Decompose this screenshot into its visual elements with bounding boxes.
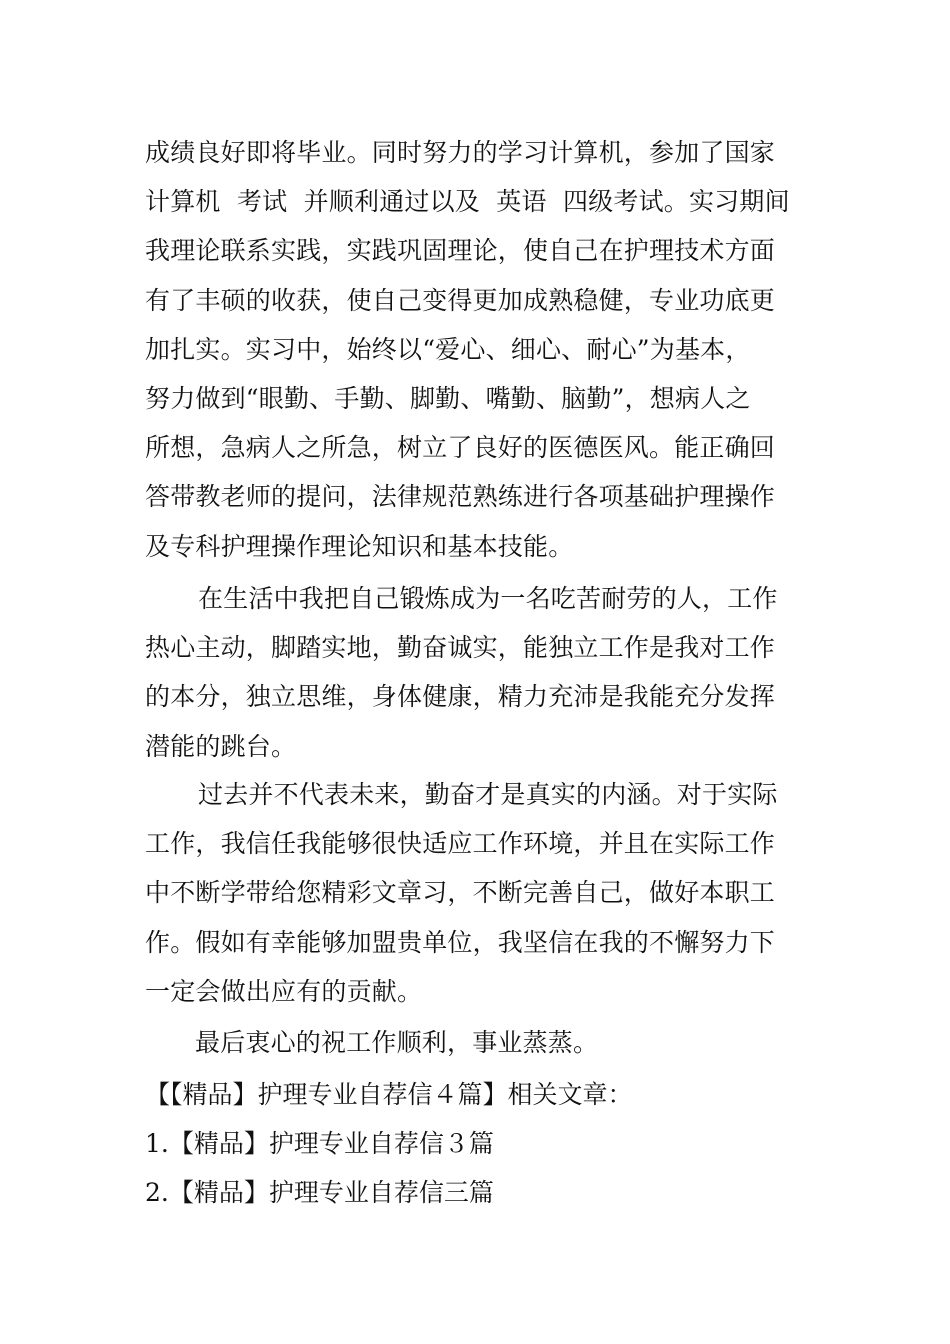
paragraph-line: 工作，我信任我能够很快适应工作环境，并且在实际工作 (145, 829, 776, 859)
related-articles (145, 1070, 815, 1217)
paragraph-line: 答带教老师的提问，法律规范熟练进行各项基础护理操作 (145, 482, 776, 512)
paragraph-3 (145, 770, 815, 1016)
paragraph-line: 努力做到“眼勤、手勤、脚勤、嘴勤、脑勤”，想病人之 (145, 383, 751, 413)
paragraph-line: 最后衷心的祝工作顺利，事业蒸蒸。 (195, 1028, 599, 1057)
paragraph-line: 作。假如有幸能够加盟贵单位，我坚信在我的不懈努力下 (145, 927, 776, 957)
related-article-item[interactable] (145, 1119, 815, 1168)
paragraph-line: 中不断学带给您精彩文章习，不断完善自己，做好本职工 (145, 878, 776, 908)
paragraph-2 (145, 574, 815, 771)
paragraph-line: 一定会做出应有的贡献。 (145, 976, 423, 1006)
paragraph-line: 计算机 考试 并顺利通过以及 英语 四级考试。实习期间 (145, 187, 790, 217)
paragraph-line: 加扎实。实习中，始终以“爱心、细心、耐心”为基本， (145, 334, 751, 364)
paragraph-1 (145, 128, 815, 571)
paragraph-line: 所想，急病人之所急，树立了良好的医德医风。能正确回 (145, 433, 776, 463)
related-article-item[interactable] (145, 1168, 815, 1217)
related-article-link[interactable]: 1.【精品】护理专业自荐信３篇 (145, 1129, 494, 1158)
paragraph-4 (145, 1018, 815, 1067)
paragraph-line: 在生活中我把自己锻炼成为一名吃苦耐劳的人，工作 (198, 584, 778, 613)
paragraph-line: 及专科护理操作理论知识和基本技能。 (145, 531, 574, 561)
paragraph-line: 过去并不代表未来，勤奋才是真实的内涵。对于实际 (198, 780, 778, 809)
paragraph-line: 热心主动，脚踏实地，勤奋诚实，能独立工作是我对工作 (145, 633, 776, 663)
related-articles-heading: 【【精品】护理专业自荐信４篇】相关文章： (145, 1080, 633, 1109)
paragraph-line: 的本分，独立思维，身体健康，精力充沛是我能充分发挥 (145, 682, 776, 712)
paragraph-line: 我理论联系实践，实践巩固理论，使自己在护理技术方面 (145, 236, 776, 266)
paragraph-line: 有了丰硕的收获，使自己变得更加成熟稳健，专业功底更 (145, 285, 776, 315)
paragraph-line: 潜能的跳台。 (145, 731, 297, 761)
paragraph-line: 成绩良好即将毕业。同时努力的学习计算机，参加了国家 (145, 138, 776, 167)
related-article-link[interactable]: 2.【精品】护理专业自荐信三篇 (145, 1178, 494, 1207)
